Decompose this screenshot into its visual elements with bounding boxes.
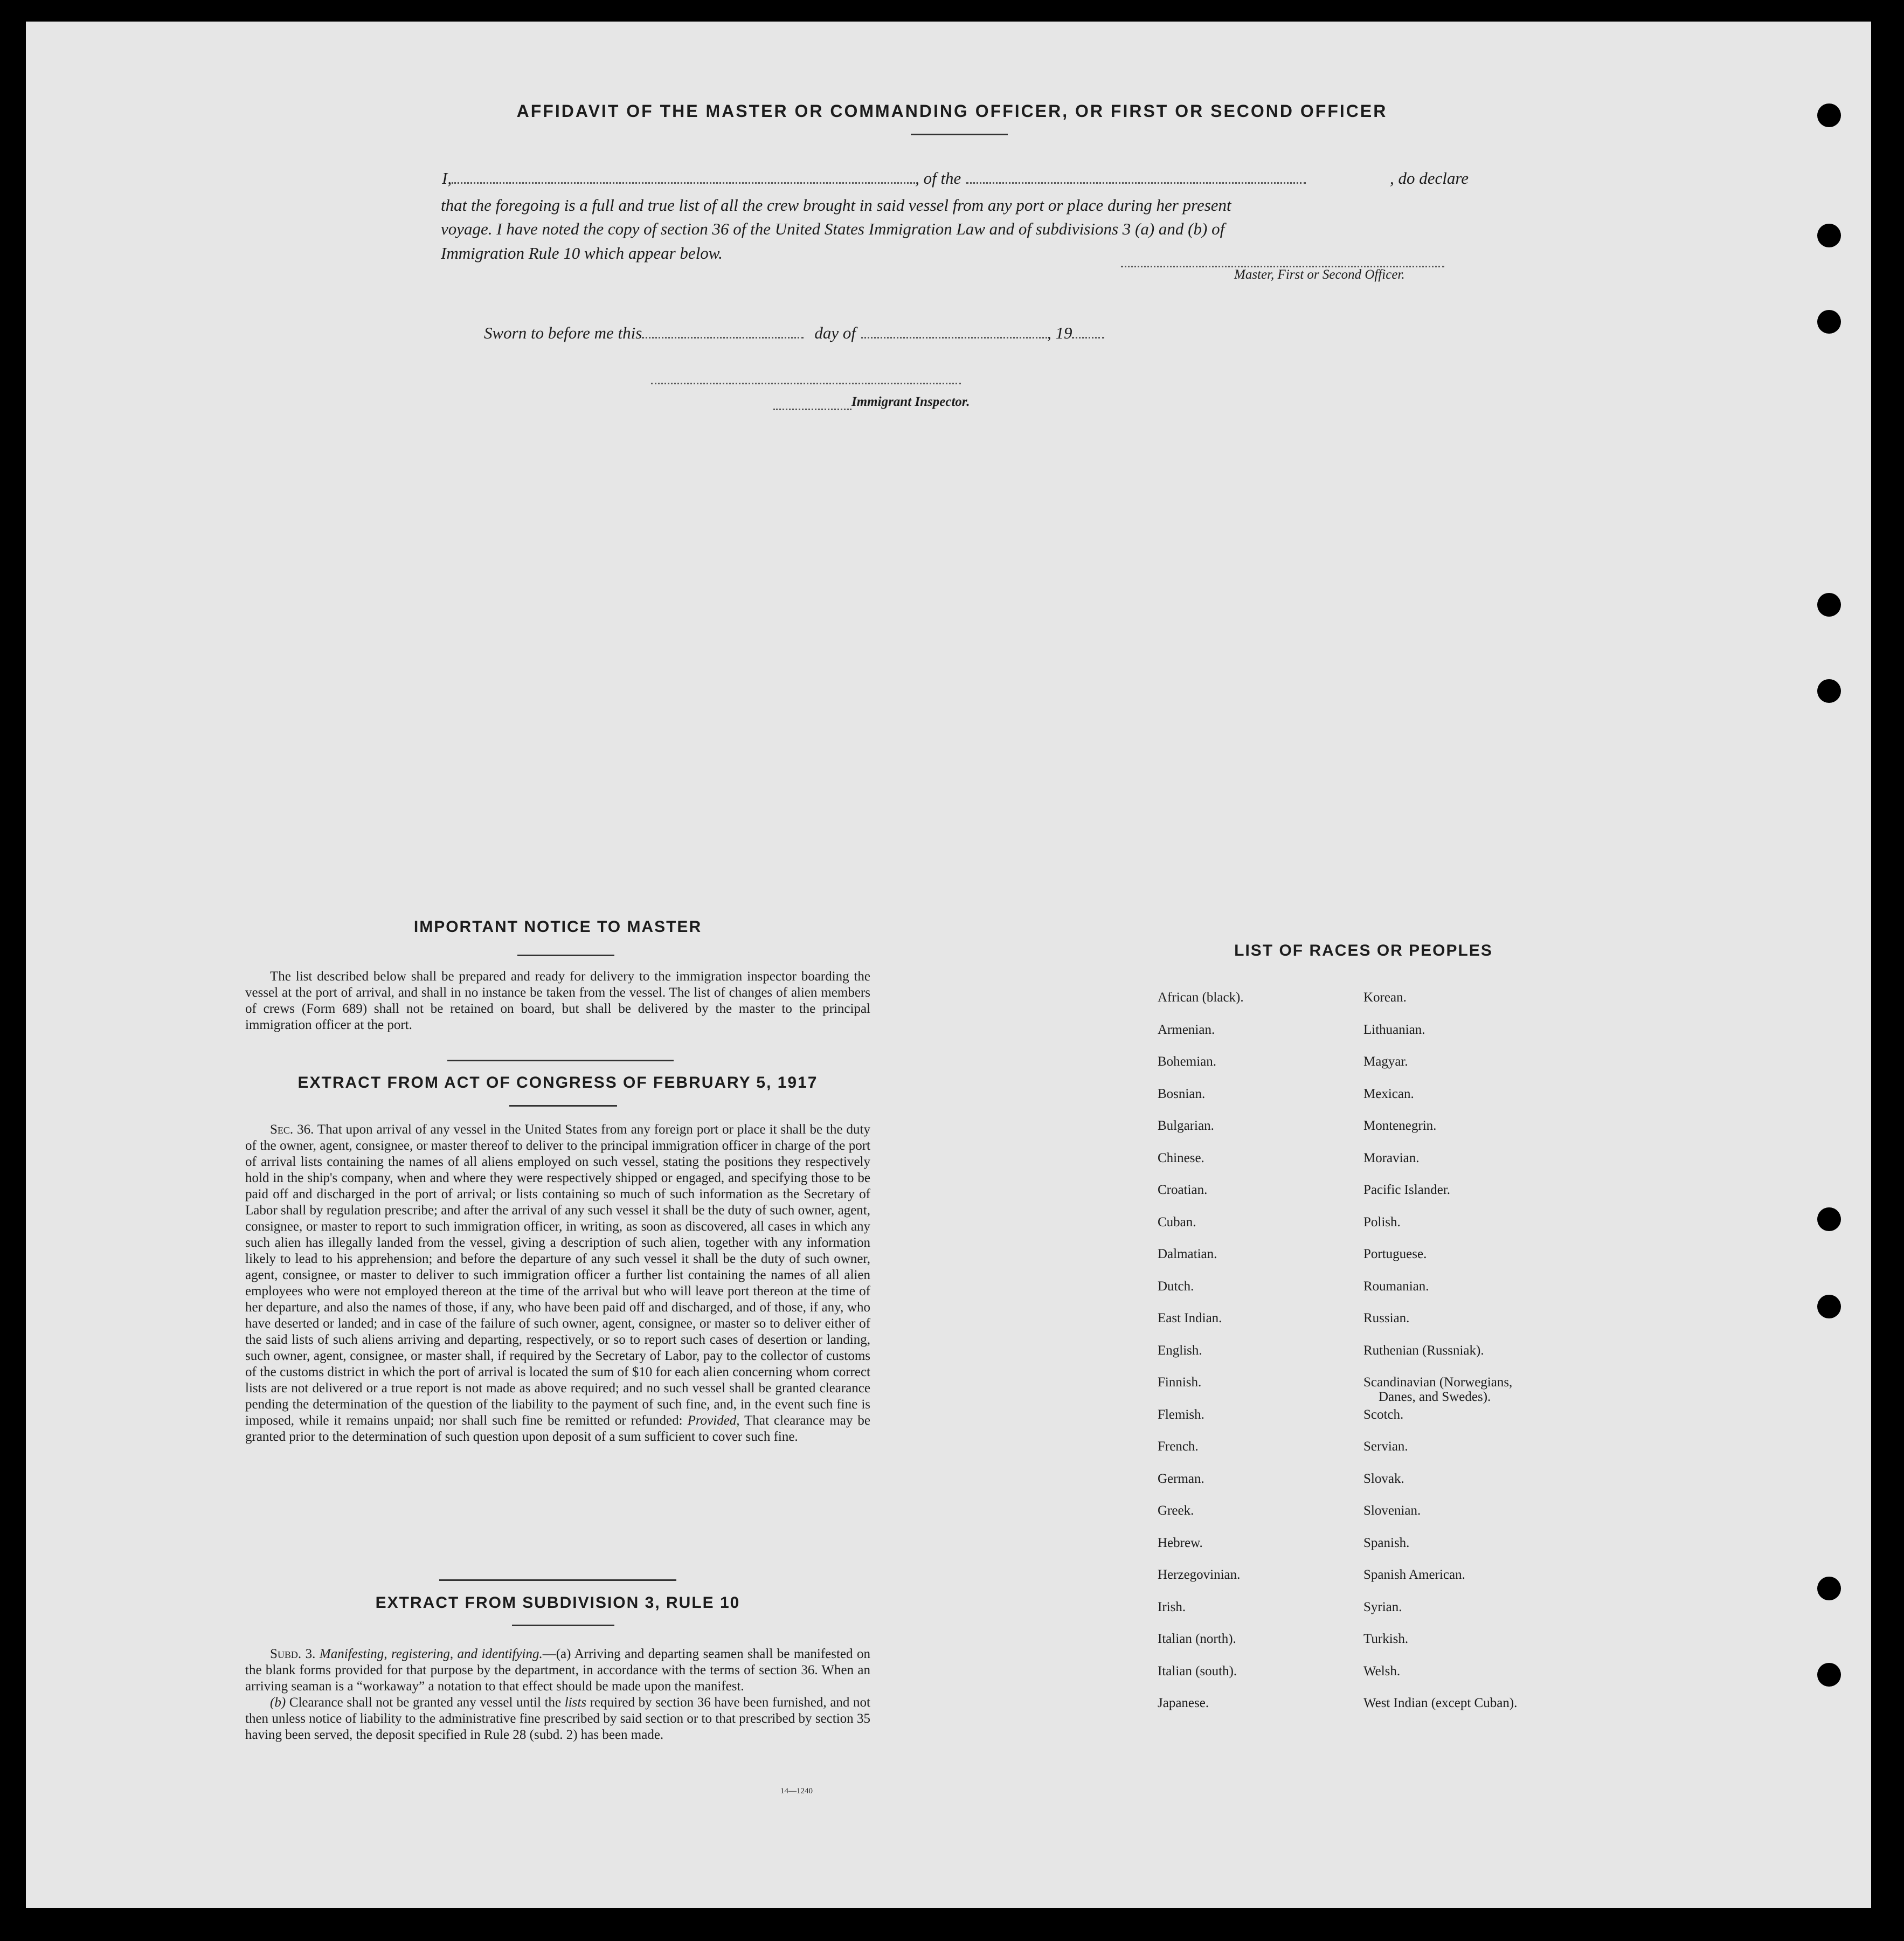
race-left-item: Hebrew. — [1158, 1535, 1203, 1550]
subd-a-text: Arriving and departing seamen shall be manifested on the blank forms provided for that purpose by the department, in accordance with the terms of section 36. When an arriving seaman is a “workaway” a notation to that effect should be made upon the manifest. — [245, 1647, 870, 1694]
provided-text: That clearance may be granted prior to the determination of such question upon deposit of a sum sufficient to cover such fine. — [245, 1413, 870, 1444]
rule10-top-rule — [439, 1579, 676, 1581]
sworn-line — [484, 323, 1104, 343]
race-left-item: African (black). — [1158, 990, 1244, 1005]
section-label: Sec. 36. — [270, 1122, 314, 1137]
race-left-item: Armenian. — [1158, 1022, 1215, 1037]
sworn-month-field[interactable] — [861, 337, 1047, 339]
punch-hole-7 — [1817, 1295, 1841, 1318]
notice-title-rule — [517, 955, 614, 956]
vessel-name-field[interactable] — [966, 182, 1306, 184]
race-left-item: Greek. — [1158, 1503, 1194, 1518]
subd-b-lists: lists — [564, 1695, 587, 1710]
race-right-item: Ruthenian (Russniak). — [1363, 1343, 1484, 1358]
notice-paragraph: The list described below shall be prepared and ready for delivery to the immigration inspector boarding the vessel at the port of arrival, and shall in no instance be taken from the vessel. The list of changes of alien members of crews (Form 689) shall not be retained on board, but shall be delivered by the master to the principal immigration officer at the port. — [245, 969, 870, 1032]
subd-b-text-2: required by section 36 have been furnished, and not then unless notice of liability to the administrative fine prescribed by said section or to that prescribed by section 35 having been served, the deposit specified in Rule 28 (subd. 2) has been made. — [245, 1695, 871, 1742]
race-right-item: Scandinavian (Norwegians, — [1363, 1375, 1513, 1390]
section-36-text: That upon arrival of any vessel in the United States from any foreign port or place it shall be the duty of the owner, agent, consignee, or master thereof to deliver to the principal immigration officer in charge of the port of arrival lists containing the names of all aliens employed on such vessel, stating the positions they respectively hold in the ship's company, when and where they were respectively shipped or engaged, and specifying those to be paid off and discharged in the port of arrival; or lists containing so much of such information as the Secretary of Labor shall by regulation prescribe; and after the arrival of any such vessel it shall be the duty of such owner, agent, consignee, or master to report to such immigration officer, in writing, as soon as discovered, all cases in which any such alien has illegally landed from the vessel, giving a description of such alien, together with any information likely to lead to his apprehension; and before the departure of any such vessel it shall be the duty of such owner, agent, consignee, or master to deliver to such immigration officer a further list containing the names of all alien employees who were not employed thereon at the time of the arrival but who will leave port thereon at the time of her departure, and also the names of those, if any, who have been paid off and discharged, and of those, if any, who have deserted or landed; and in case of the failure of such owner, agent, consignee, or master so to deliver either of the said lists of such aliens arriving and departing, respectively, or so to report such cases of desertion or landing, such owner, agent, consignee, or master shall, if required by the Secretary of Labor, pay to the collector of customs of the customs district in which the port of arrival is located the sum of $10 for each alien concerning whom correct lists are not delivered or a true report is not made as above required; and no such vessel shall be granted clearance pending the determination of the question of the liability to the payment of such fine, and, in the event such fine is imposed, while it remains unpaid; nor shall such fine be remitted or refunded: — [245, 1122, 870, 1428]
act-title-rule — [509, 1105, 617, 1107]
race-right-item: Servian. — [1363, 1439, 1408, 1454]
act-paragraph — [245, 1122, 870, 1445]
race-left-item: Dutch. — [1158, 1279, 1194, 1294]
race-right-item: Mexican. — [1363, 1086, 1414, 1101]
race-right-item: West Indian (except Cuban). — [1363, 1696, 1518, 1710]
race-left-item: Dalmatian. — [1158, 1247, 1217, 1261]
race-right-item: Lithuanian. — [1363, 1022, 1425, 1037]
race-right-item: Syrian. — [1363, 1599, 1402, 1614]
subd-b-text-1: Clearance shall not be granted any vessel until the — [289, 1695, 562, 1710]
race-left-item: English. — [1158, 1343, 1202, 1358]
race-left-item: Bosnian. — [1158, 1086, 1206, 1101]
punch-hole-3 — [1817, 310, 1841, 334]
race-left-item: French. — [1158, 1439, 1199, 1454]
year-text: , 19 — [1047, 323, 1072, 342]
notice-title: IMPORTANT NOTICE TO MASTER — [413, 918, 702, 936]
race-right-item: Montenegrin. — [1363, 1118, 1437, 1133]
race-right-item: Spanish. — [1363, 1535, 1410, 1550]
inspector-signature-line[interactable] — [651, 383, 961, 384]
race-right-item: Slovenian. — [1363, 1503, 1421, 1518]
affidavit-declare: , do declare — [1389, 169, 1469, 188]
rule10-paragraph-a — [245, 1646, 870, 1695]
race-left-item: Italian (north). — [1158, 1632, 1236, 1646]
race-right-item: Russian. — [1363, 1311, 1410, 1325]
inspector-name-line[interactable] — [773, 409, 851, 410]
sworn-year-field[interactable] — [1072, 337, 1104, 339]
sworn-text: Sworn to before me this — [484, 323, 642, 342]
race-right-item: Welsh. — [1363, 1663, 1401, 1678]
rule10-title-rule — [512, 1625, 614, 1626]
race-left-item: East Indian. — [1158, 1311, 1222, 1325]
race-right-item: Slovak. — [1363, 1471, 1404, 1486]
rule10-paragraph-b — [245, 1695, 870, 1743]
race-right-item: Portuguese. — [1363, 1247, 1427, 1261]
race-right-item: Moravian. — [1363, 1150, 1420, 1165]
race-left-item: Flemish. — [1158, 1407, 1204, 1422]
race-right-item: Korean. — [1363, 990, 1407, 1005]
affidavit-line-3: voyage. I have noted the copy of section 36 of the United States Immigration Law and of subdivisions 3 (a) and (b) of — [441, 219, 1225, 238]
form-number: 14—1240 — [780, 1787, 813, 1795]
provided-label: Provided, — [687, 1413, 740, 1428]
subd-heading: Manifesting, registering, and identifying. — [319, 1647, 543, 1661]
rule10-title: EXTRACT FROM SUBDIVISION 3, RULE 10 — [375, 1594, 740, 1612]
race-left-item: Chinese. — [1158, 1150, 1204, 1165]
affidavit-line-1 — [442, 169, 1469, 188]
race-left-item: Irish. — [1158, 1599, 1186, 1614]
punch-hole-6 — [1817, 1207, 1841, 1231]
punch-hole-9 — [1817, 1663, 1841, 1687]
affidavit-line-2: that the foregoing is a full and true list of all the crew brought in said vessel from any port or place during her present — [441, 196, 1231, 215]
race-right-item: Magyar. — [1363, 1054, 1408, 1069]
inspector-label: Immigrant Inspector. — [851, 395, 970, 409]
punch-hole-4 — [1817, 593, 1841, 617]
race-right-item: Turkish. — [1363, 1632, 1409, 1646]
race-scandinavian-continuation: Danes, and Swedes). — [1379, 1390, 1491, 1404]
day-of-text: day of — [814, 323, 856, 342]
race-left-item: Cuban. — [1158, 1214, 1196, 1229]
race-left-item: Bulgarian. — [1158, 1118, 1214, 1133]
race-right-item: Scotch. — [1363, 1407, 1404, 1422]
sworn-day-field[interactable] — [642, 337, 804, 339]
race-right-item: Pacific Islander. — [1363, 1183, 1451, 1197]
rule10-text — [245, 1646, 870, 1743]
race-right-item: Roumanian. — [1363, 1279, 1429, 1294]
subd-b-label: (b) — [270, 1695, 286, 1710]
punch-hole-5 — [1817, 679, 1841, 703]
punch-hole-2 — [1817, 224, 1841, 247]
affidavit-i: I, — [442, 169, 452, 188]
affidavit-of-the: , of the — [915, 169, 961, 188]
affidavit-line-4: Immigration Rule 10 which appear below. — [441, 244, 723, 263]
act-top-rule — [447, 1060, 674, 1061]
signature-label: Master, First or Second Officer. — [1234, 267, 1405, 282]
race-left-item: Italian (south). — [1158, 1663, 1237, 1678]
race-left-item: Croatian. — [1158, 1183, 1208, 1197]
act-text — [245, 1122, 870, 1445]
subd-a-label: —(a) — [542, 1647, 571, 1661]
notice-text — [245, 969, 870, 1033]
race-left-item: German. — [1158, 1471, 1204, 1486]
race-right-item: Polish. — [1363, 1214, 1401, 1229]
race-left-item: Japanese. — [1158, 1696, 1209, 1710]
race-left-item: Herzegovinian. — [1158, 1567, 1241, 1582]
race-left-item: Finnish. — [1158, 1375, 1202, 1390]
race-right-item: Spanish American. — [1363, 1567, 1465, 1582]
race-left-item: Bohemian. — [1158, 1054, 1217, 1069]
act-title: EXTRACT FROM ACT OF CONGRESS OF FEBRUARY 5, 1917 — [297, 1074, 818, 1092]
subd-label: Subd. 3. — [270, 1647, 316, 1661]
affidavit-title: AFFIDAVIT OF THE MASTER OR COMMANDING OFFICER, OR FIRST OR SECOND OFFICER — [516, 101, 1388, 121]
form-sheet — [26, 22, 1871, 1908]
affidavit-title-rule — [911, 134, 1008, 135]
officer-name-field[interactable] — [452, 182, 915, 184]
races-title: LIST OF RACES OR PEOPLES — [1234, 942, 1493, 959]
punch-hole-8 — [1817, 1577, 1841, 1600]
